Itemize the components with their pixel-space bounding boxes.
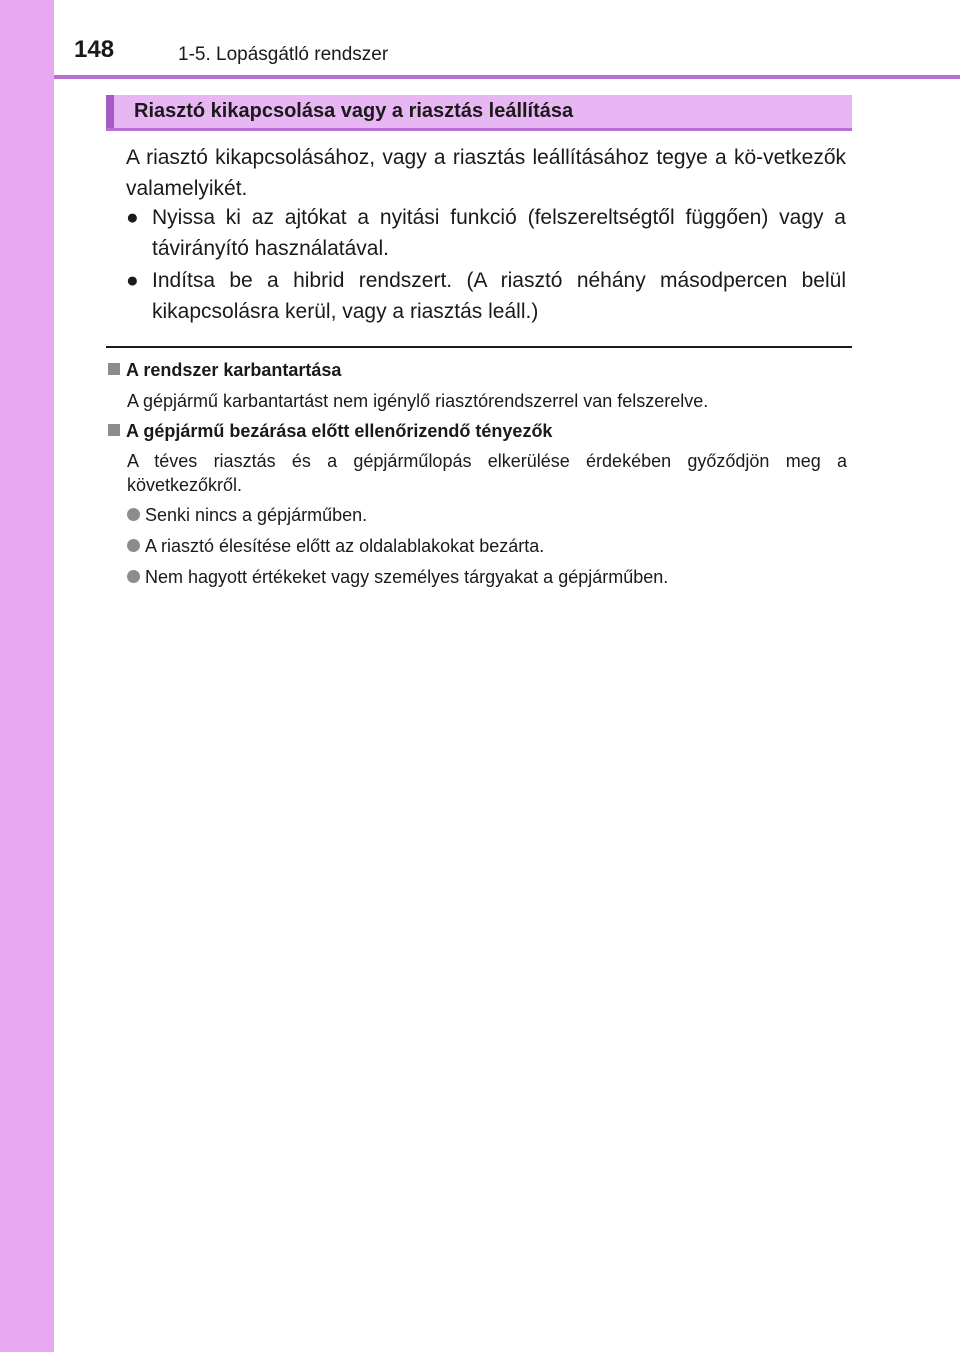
gray-circle-bullet-icon bbox=[127, 508, 140, 521]
checklist-item bbox=[127, 505, 367, 526]
black-circle-bullet-icon: ● bbox=[126, 269, 139, 292]
gray-circle-bullet-icon bbox=[127, 539, 140, 552]
list-item-text: Indítsa be a hibrid rendszert. (A riasztó néhány másodpercen belül kikapcsolásra kerül, vagy a riasztás leáll.) bbox=[152, 269, 846, 323]
gray-square-bullet-icon bbox=[108, 424, 120, 436]
note-body: A téves riasztás és a gépjárműlopás elkerülése érdekében győződjön meg a következőkről. bbox=[127, 451, 847, 495]
intro-paragraph: A riasztó kikapcsolásához, vagy a riasztás leállításához tegye a kö-vetkezők valamelyikét. bbox=[126, 146, 846, 200]
checklist-item-text: Senki nincs a gépjárműben. bbox=[145, 505, 368, 525]
section-divider bbox=[106, 346, 852, 348]
side-tab-bar bbox=[0, 0, 54, 1352]
checklist-item-text: A riasztó élesítése előtt az oldalablakokat bezárta. bbox=[145, 536, 545, 556]
black-circle-bullet-icon: ● bbox=[126, 206, 139, 229]
section-heading-box bbox=[106, 95, 852, 128]
note-title: A rendszer karbantartása bbox=[126, 360, 342, 380]
gray-square-bullet-icon bbox=[108, 363, 120, 375]
section-heading: Riasztó kikapcsolása vagy a riasztás leállítása bbox=[134, 100, 574, 122]
header-rule bbox=[54, 75, 960, 79]
note-heading bbox=[108, 421, 552, 442]
checklist-item bbox=[127, 536, 544, 557]
section-title: 1-5. Lopásgátló rendszer bbox=[178, 44, 389, 65]
gray-circle-bullet-icon bbox=[127, 570, 140, 583]
heading-underline bbox=[106, 128, 852, 131]
list-item bbox=[126, 202, 846, 264]
checklist-item bbox=[127, 567, 668, 588]
page-number: 148 bbox=[74, 36, 115, 63]
list-item bbox=[126, 265, 846, 327]
note-body: A gépjármű karbantartást nem igénylő riasztórendszerrel van felszerelve. bbox=[127, 391, 709, 411]
checklist-item-text: Nem hagyott értékeket vagy személyes tárgyakat a gépjárműben. bbox=[145, 567, 669, 587]
note-heading bbox=[108, 360, 341, 381]
note-title: A gépjármű bezárása előtt ellenőrizendő tényezők bbox=[126, 421, 553, 441]
list-item-text: Nyissa ki az ajtókat a nyitási funkció (felszereltségtől függően) vagy a távirányító használatával. bbox=[152, 206, 846, 260]
